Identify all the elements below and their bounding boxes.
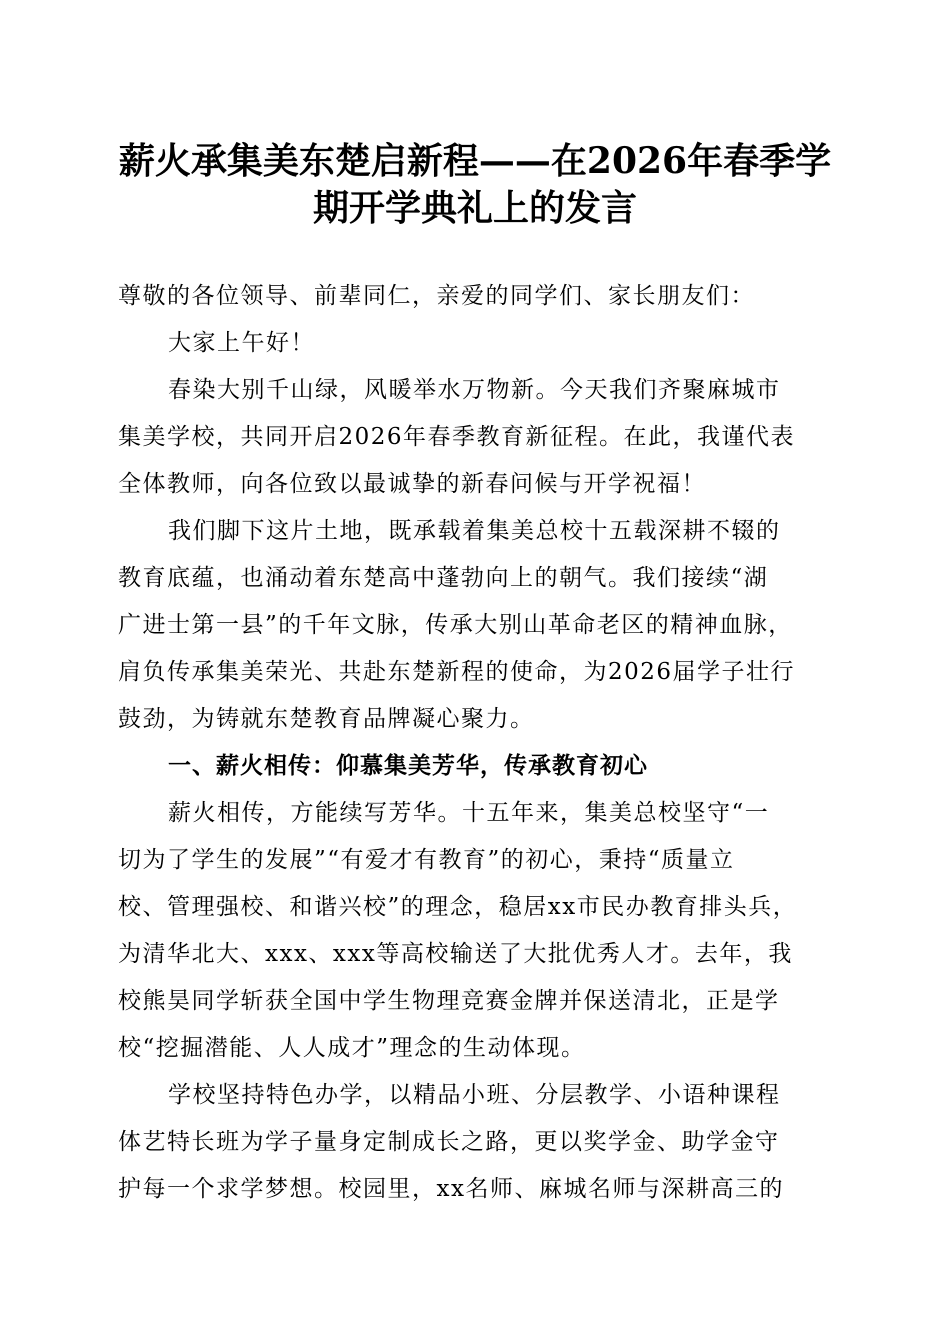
- paragraph-line: 集美学校，共同开启2026年春季教育新征程。在此，我谨代表: [118, 424, 796, 450]
- greeting: 大家上午好！: [168, 330, 315, 356]
- paragraph-line: 切为了学生的发展”“有爱才有教育”的初心，秉持“质量立: [118, 847, 735, 873]
- paragraph-line: 广进士第一县”的千年文脉，传承大别山革命老区的精神血脉，: [118, 612, 793, 638]
- paragraph-line: 肩负传承集美荣光、共赴东楚新程的使命，为2026届学子壮行: [118, 659, 796, 685]
- salutation: 尊敬的各位领导、前辈同仁，亲爱的同学们、家长朋友们：: [118, 283, 755, 309]
- section-heading: 一、薪火相传：仰慕集美芳华，传承教育初心: [168, 753, 648, 779]
- document-title-line-2: 期开学典礼上的发言: [312, 187, 637, 229]
- paragraph-line: 护每一个求学梦想。校园里，xx名师、麻城名师与深耕高三的: [118, 1176, 784, 1202]
- paragraph-line: 校熊昊同学斩获全国中学生物理竞赛金牌并保送清北，正是学: [118, 988, 780, 1014]
- paragraph-line: 校、管理强校、和谐兴校”的理念，稳居xx市民办教育排头兵，: [118, 894, 798, 920]
- paragraph-line: 鼓劲，为铸就东楚教育品牌凝心聚力。: [118, 706, 535, 732]
- paragraph-line: 体艺特长班为学子量身定制成长之路，更以奖学金、助学金守: [118, 1129, 780, 1155]
- paragraph-line: 学校坚持特色办学，以精品小班、分层教学、小语种课程: [168, 1082, 781, 1108]
- paragraph-line: 为清华北大、xxx、xxx等高校输送了大批优秀人才。去年，我: [118, 941, 793, 967]
- document-title-line-1: 薪火承集美东楚启新程——在2026年春季学: [118, 140, 832, 182]
- paragraph-line: 校“挖掘潜能、人人成才”理念的生动体现。: [118, 1035, 586, 1061]
- paragraph-line: 春染大别千山绿，风暖举水万物新。今天我们齐聚麻城市: [168, 377, 781, 403]
- paragraph-line: 薪火相传，方能续写芳华。十五年来，集美总校坚守“一: [168, 800, 770, 826]
- paragraph-line: 全体教师，向各位致以最诚挚的新春问候与开学祝福！: [118, 471, 706, 497]
- paragraph-line: 教育底蕴，也涌动着东楚高中蓬勃向上的朝气。我们接续“湖: [118, 565, 769, 591]
- paragraph-line: 我们脚下这片土地，既承载着集美总校十五载深耕不辍的: [168, 518, 781, 544]
